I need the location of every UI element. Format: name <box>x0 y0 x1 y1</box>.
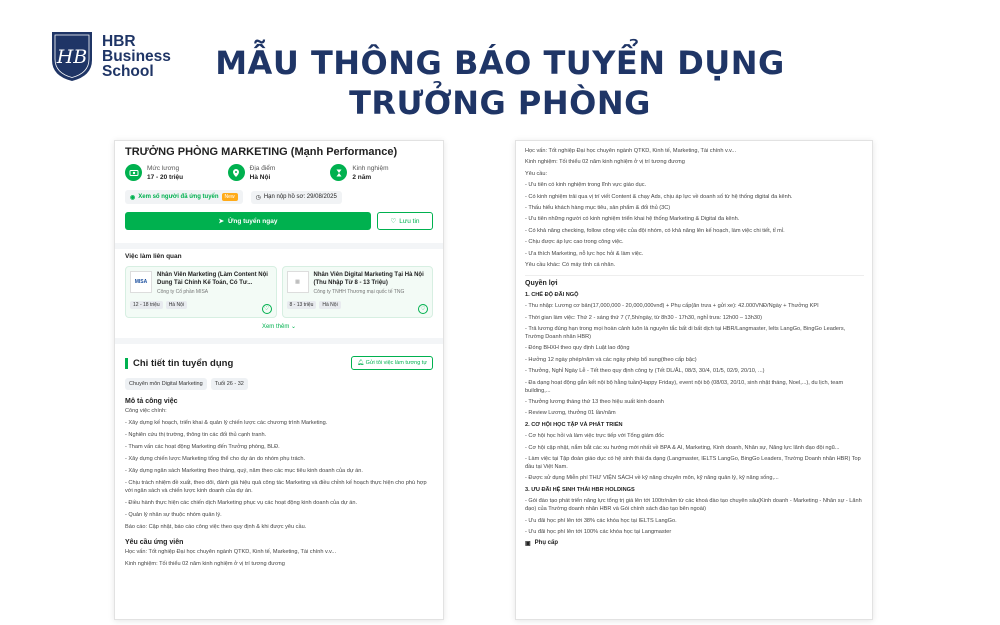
experience-info: Kinh nghiệm 2 năm <box>330 164 433 182</box>
requirements-continued: Học vấn: Tốt nghiệp Đại học chuyên ngành QTKD, Kinh tế, Marketing, Tài chính v.v... Kinh nghiệm: Tối thiểu 02 năm kinh nghiệm ở vị trí tương đương Yêu cầu: - Ưu tiên có kinh nghiệm trong lĩnh vực giáo dục. - Có kinh nghiệm trải qua vị trí viết Content & chạy Ads, chịu áp lực về doanh số từ hệ thống digital đa kênh. - Thấu hiểu khách hàng mục tiêu, sản phẩm & đối thủ (3C) - Ưu tiên những người có kinh nghiệm triển khai hệ thống Marketing & Digital đa kênh. - Có khả năng checking, follow công việc của đội nhóm, có khả năng lên kế hoạch, làm việc chi tiết, tỉ mỉ. - Chịu được áp lực cao trong công việc. - Ưa thích Marketing, nỗ lực học hỏi & làm việc. Yêu cầu khác: Có máy tính cá nhân. <box>525 148 793 268</box>
apply-now-button[interactable]: ➤ Ứng tuyển ngay <box>125 212 371 230</box>
new-badge: New <box>222 193 238 201</box>
job-detail-title: Chi tiết tin tuyển dụng <box>125 358 233 369</box>
tag-chip[interactable]: Tuổi 26 - 32 <box>211 378 248 390</box>
location-info: Địa điểm Hà Nội <box>228 164 331 182</box>
svg-text:HB: HB <box>56 46 88 68</box>
wallet-icon: ▣ <box>525 540 531 547</box>
heart-icon: ♡ <box>390 218 397 225</box>
eye-icon: ◉ <box>130 194 136 201</box>
company-logo: MISA <box>130 271 152 293</box>
candidate-requirements-text: Học vấn: Tốt nghiệp Đại học chuyên ngành QTKD, Kinh tế, Marketing, Tài chính v.v... Kinh nghiệm: Tối thiểu 02 năm kinh nghiệm ở vị trí tương đương <box>125 549 337 567</box>
hourglass-icon <box>330 164 347 181</box>
money-icon <box>125 164 142 181</box>
job-title: TRƯỞNG PHÒNG MARKETING (Mạnh Performance) <box>125 146 398 158</box>
job-description-heading: Mô tả công việc <box>125 398 178 405</box>
job-description-text: Công việc chính: - Xây dựng kế hoạch, triển khai & quản lý chiến lược các chương trình Marketing. - Nghiên cứu thị trường, thông tin các đối thủ cạnh tranh. - Tham vấn các hoạt động Marketing đến Trưởng phòng, BLĐ. - Xây dựng chiến lược Marketing tổng thể cho dự án do nhóm phụ trách. - Xây dựng ngân sách Marketing theo tháng, quý, năm theo các mục tiêu kinh doanh của dự án. - Chịu trách nhiệm đề xuất, theo dõi, đánh giá hiệu quả công tác Marketing và điều chỉnh kế hoạch thực hiện cho phù hợp với ngân sách và chiến lược kinh doanh của dự án. - Điều hành thực hiện các chiến dịch Marketing phục vụ các hoạt động kinh doanh của dự án. - Quản lý nhân sự thuộc nhóm quản lý. Báo cáo: Cập nhật, báo cáo công việc theo quy định & khi được yêu cầu. <box>125 408 427 530</box>
brand-name: HBR Business School <box>102 32 171 80</box>
candidate-requirements-heading: Yêu cầu ứng viên <box>125 539 184 546</box>
clock-icon: ◷ <box>255 194 261 201</box>
save-job-button[interactable]: ♡ Lưu tin <box>377 212 433 230</box>
location-pin-icon <box>228 164 245 181</box>
benefits-text: 1. CHẾ ĐỘ ĐÃI NGỘ - Thu nhập: Lương cơ bản(17,000,000 - 20,000,000vnđ) + Phụ cấp(ăn trưa + gửi xe): 42.000VNĐ/Ngày + Thưởng KPI - Thời gian làm việc: Thứ 2 - sáng thứ 7 (7,5h/ngày, từ 8h30 - 17h30, nghỉ trưa: 12h00 – 13h30) - Trả lương đúng hạn trong mọi hoàn cảnh luôn là nguyên tắc bất di bất dịch tại HBR/Langmaster, Ielts LangGo, BingGo Leaders, Trường Doanh nhân HBR) - Đóng BHXH theo quy định Luật lao động - Hưởng 12 ngày phép/năm và các ngày phép bổ sung(theo cấp bậc) - Thưởng, Nghỉ Ngày Lễ - Tết theo quy định công ty (Tết DL/ÂL, 08/3, 30/4, 01/5, 02/9, 20/10, ...) - Đa dạng hoạt động gắn kết nội bộ hằng tuần(Happy Friday), event nội bộ (08/03, 20/10, sinh nhật tháng, Noel,...), du lịch, team building,... - Thưởng lương tháng thứ 13 theo hiệu suất kinh doanh - Review Lương, thưởng 01 lần/năm 2. CƠ HỘI HỌC TẬP VÀ PHÁT TRIỂN - Cơ hội học hỏi và làm việc trực tiếp với Tổng giám đốc - Cơ hội cập nhật, nắm bắt các xu hướng mới nhất về BPA & AI, Marketing, Kinh doanh, Nhân sự, Năng lực lãnh đạo đội ngũ... - Làm việc tại Tập đoàn giáo dục có hệ sinh thái đa dạng (Langmaster, IELTS LangGo, BingGo Leaders, Trường Doanh nhân HBR) Top đầu tại Việt Nam. - Được sử dụng Miễn phí THƯ VIỆN SÁCH về kỹ năng chuyên môn, kỹ năng quản lý, kỹ năng sống,... 3. ƯU ĐÃI HỆ SINH THÁI HBR HOLDINGS - Gói đào tạo phát triển năng lực tổng trị giá lên tới 100tr/năm từ các khoá đào tạo chuyên sâu(Kinh doanh - Marketing - Nhân sự - Lãnh đạo) của Trường doanh nhân HBR và Gói chính sách đào tạo bên ngoài) - Ưu đãi học phí lên tới 38% các khóa học tại IELTS LangGo. - Ưu đãi học phí lên tới 100% các khóa học tại Langmaster <box>525 291 862 535</box>
bell-icon: 🔔︎ <box>357 360 365 366</box>
salary-info: Mức lương 17 - 20 triệu <box>125 164 228 182</box>
deadline-info: ◷ Hạn nộp hồ sơ: 29/08/2025 <box>251 191 342 204</box>
favorite-heart-icon[interactable]: ♡ <box>262 304 272 314</box>
notify-similar-jobs-button[interactable]: 🔔︎ Gửi tôi việc làm tương tự <box>351 356 433 370</box>
company-logo-placeholder-icon: ▦ <box>287 271 309 293</box>
allowance-section: ▣ Phụ cấp <box>525 540 559 547</box>
see-more-link[interactable]: Xem thêm ⌄ <box>261 324 297 330</box>
headline-line2: TRƯỞNG PHÒNG <box>349 84 651 122</box>
tag-chip[interactable]: Chuyên môn Digital Marketing <box>125 378 207 390</box>
headline-line1: MẪU THÔNG BÁO TUYỂN DỤNG <box>215 44 785 82</box>
view-applicants-link[interactable]: ◉ Xem số người đã ứng tuyển New <box>125 190 243 204</box>
favorite-heart-icon[interactable]: ♡ <box>418 304 428 314</box>
benefits-heading: Quyền lợi <box>525 275 864 287</box>
related-job-card[interactable]: MISA Nhân Viên Marketing (Làm Content Nội Dung Tài Chính Kế Toán, Có Tư... Công ty Cổ phần MISA 12 - 18 triệu Hà Nội ♡ <box>125 266 277 318</box>
send-icon: ➤ <box>218 218 224 225</box>
job-posting-panel-right <box>515 140 873 620</box>
chevron-down-icon: ⌄ <box>290 324 297 330</box>
job-posting-panel-left <box>114 140 444 620</box>
related-jobs-title: Việc làm liên quan <box>125 253 182 260</box>
related-job-card[interactable]: ▦ Nhân Viên Digital Marketing Tại Hà Nội (Thu Nhập Từ 8 - 13 Triệu) Công ty TNHH Thương mại quốc tế TNG 8 - 13 triệu Hà Nội ♡ <box>282 266 434 318</box>
